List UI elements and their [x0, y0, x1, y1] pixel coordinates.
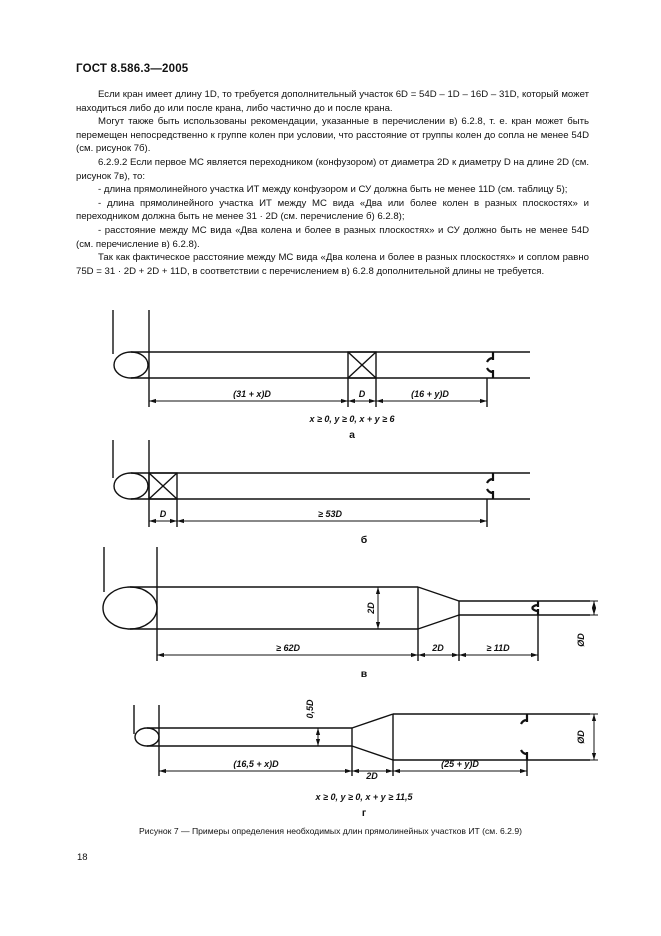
- nozzle: [487, 473, 493, 499]
- dimension-label: ØD: [576, 730, 586, 744]
- dimension-label: (25 + y)D: [441, 759, 479, 769]
- subfigure-label: г: [361, 807, 367, 819]
- dimension-label: ØD: [576, 633, 586, 647]
- paragraph: Если кран имеет длину 1D, то требуется дополнительный участок 6D = 54D – 1D – 16D – 31D, который может находиться либо до или после крана, либо частично до и после крана.: [76, 89, 589, 114]
- paragraph: - расстояние между МС вида «Два колена и более в разных плоскостях» и СУ должно быть не менее 54D (см. перечисление в) 6.2.8).: [76, 224, 589, 250]
- dimension-label: 2D: [366, 602, 376, 614]
- subfigure-label: в: [360, 668, 368, 680]
- elbow-group: [113, 440, 149, 527]
- diffuser: [352, 714, 393, 776]
- nozzle: [532, 601, 538, 615]
- figure-g: [134, 699, 598, 819]
- nozzle: [521, 714, 527, 760]
- subfigure-label: б: [360, 534, 368, 546]
- paragraph: Могут также быть использованы рекомендации, указанные в перечислении в) 6.2.8, т. е. кран может быть перемещен непосредственно к группе колен при условии, что расстояние от группы колен до сопла не менее 54D (см. рисунок 7б).: [76, 116, 589, 155]
- elbow-group: [103, 547, 157, 661]
- elbow-group: [134, 705, 159, 776]
- paragraph: Так как фактическое расстояние между МС вида «Два колена и более в разных плоскостях» и соплом равно 75D = 31 · 2D + 2D + 11D, в соответствии с перечислением в) 6.2.8 дополнительной длины не требуется.: [76, 252, 589, 277]
- document-header: ГОСТ 8.586.3—2005: [76, 63, 189, 75]
- dimension-label: (16,5 + x)D: [233, 759, 279, 769]
- dimension-label: 2D: [432, 643, 444, 653]
- figure-v: [103, 547, 598, 680]
- figure-caption: Рисунок 7 — Примеры определения необходимых длин прямолинейных участков ИТ (см. 6.2.9): [139, 826, 522, 836]
- dimension-label: 2D: [366, 771, 378, 781]
- dimension-label: D: [358, 389, 366, 399]
- paragraph: - длина прямолинейного участка ИТ между конфузором и СУ должна быть не менее 11D (см. таблицу 5);: [98, 184, 568, 196]
- elbow-group: [113, 310, 149, 407]
- dimension-label: D: [159, 509, 167, 519]
- figure-b: [113, 440, 530, 546]
- paragraph: 6.2.9.2 Если первое МС является переходником (конфузором) от диаметра 2D к диаметру D на длине 2D (см. рисунок 7в), то:: [76, 156, 589, 182]
- dimension-label: (16 + y)D: [411, 389, 449, 399]
- condition-text: x ≥ 0, y ≥ 0, x + y ≥ 6: [309, 414, 395, 424]
- dimension-label: ≥ 62D: [276, 643, 300, 653]
- condition-text: x ≥ 0, y ≥ 0, x + y ≥ 11,5: [315, 792, 413, 802]
- dimension-label: ≥ 53D: [318, 509, 342, 519]
- subfigure-label: а: [349, 429, 355, 441]
- dimension-label: 0,5D: [305, 699, 315, 719]
- dimension-label: ≥ 11D: [486, 643, 510, 653]
- paragraph: - длина прямолинейного участка ИТ между МС вида «Два или более колен в разных плоскостях» и переходником должна быть не менее 31 · 2D (см. перечисление б) 6.2.8);: [76, 197, 589, 223]
- dimension-label: (31 + x)D: [233, 389, 271, 399]
- nozzle: [487, 352, 493, 378]
- figure-a: [113, 310, 530, 441]
- page-number: 18: [77, 852, 88, 863]
